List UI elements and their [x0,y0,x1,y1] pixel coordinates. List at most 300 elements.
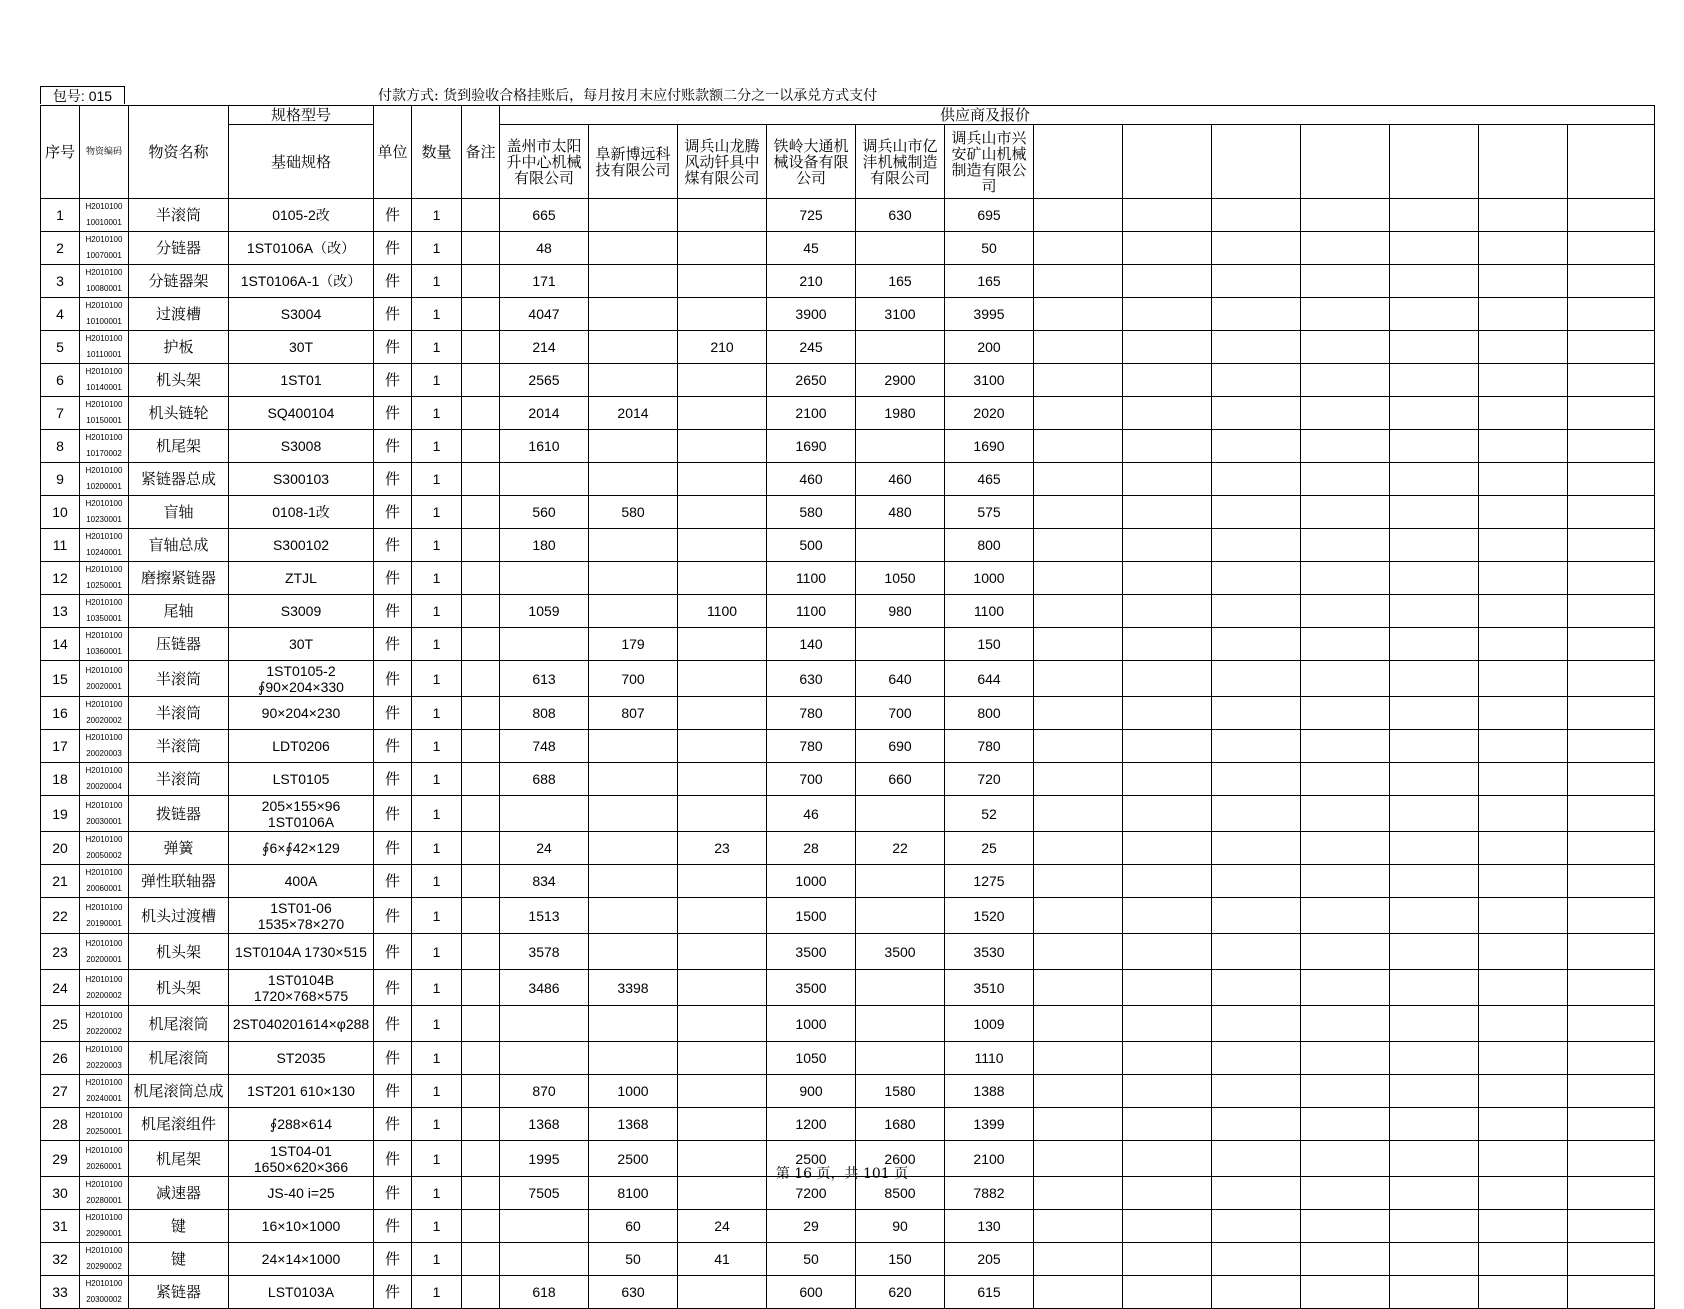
price-supplier-6: 644 [945,661,1034,697]
price-empty [1123,331,1212,364]
row-unit: 件 [374,934,412,970]
price-supplier-1: 688 [500,763,589,796]
price-supplier-1: 2565 [500,364,589,397]
price-supplier-4: 140 [767,628,856,661]
row-unit: 件 [374,763,412,796]
row-code: H2010100 20050002 [80,832,129,865]
price-supplier-5: 90 [856,1210,945,1243]
price-supplier-1 [500,1006,589,1042]
table-row [41,529,1655,562]
price-supplier-5: 480 [856,496,945,529]
price-supplier-6: 465 [945,463,1034,496]
price-supplier-6: 695 [945,199,1034,232]
price-supplier-4: 1100 [767,562,856,595]
row-qty: 1 [412,763,462,796]
price-empty [1568,1006,1655,1042]
price-supplier-1: 870 [500,1075,589,1108]
header-spec: 基础规格 [229,125,374,199]
row-seq: 5 [41,331,80,364]
price-supplier-2: 3398 [589,970,678,1006]
price-empty [1390,1075,1479,1108]
price-supplier-2 [589,265,678,298]
price-empty [1123,970,1212,1006]
supplier-empty [1301,125,1390,199]
row-unit: 件 [374,1141,412,1177]
row-spec: 1ST01-06 1535×78×270 [229,898,374,934]
header-seq: 序号 [41,106,80,199]
price-empty [1123,463,1212,496]
price-empty [1034,832,1123,865]
row-spec: 30T [229,331,374,364]
price-empty [1212,1006,1301,1042]
price-supplier-4: 630 [767,661,856,697]
price-empty [1390,529,1479,562]
price-empty [1479,298,1568,331]
price-supplier-4: 210 [767,265,856,298]
row-seq: 17 [41,730,80,763]
price-empty [1479,595,1568,628]
price-supplier-5: 2900 [856,364,945,397]
row-remark [462,298,500,331]
table-row [41,463,1655,496]
price-empty [1568,1210,1655,1243]
price-empty [1212,730,1301,763]
row-seq: 25 [41,1006,80,1042]
row-unit: 件 [374,364,412,397]
price-supplier-4: 725 [767,199,856,232]
row-code: H2010100 10080001 [80,265,129,298]
package-number: 包号: 015 [40,86,125,104]
price-empty [1390,232,1479,265]
row-remark [462,763,500,796]
price-empty [1568,1042,1655,1075]
price-supplier-5: 22 [856,832,945,865]
table-row [41,397,1655,430]
table-row [41,865,1655,898]
row-code: H2010100 20220002 [80,1006,129,1042]
row-qty: 1 [412,463,462,496]
price-supplier-5 [856,796,945,832]
price-supplier-3 [678,496,767,529]
row-code: H2010100 20200001 [80,934,129,970]
price-empty [1301,970,1390,1006]
price-empty [1212,970,1301,1006]
price-supplier-6: 165 [945,265,1034,298]
price-empty [1479,628,1568,661]
table-row [41,1210,1655,1243]
price-supplier-3 [678,1075,767,1108]
price-supplier-4: 2650 [767,364,856,397]
row-unit: 件 [374,331,412,364]
price-empty [1479,1243,1568,1276]
price-empty [1301,199,1390,232]
row-name: 半滚筒 [129,697,229,730]
row-seq: 15 [41,661,80,697]
price-empty [1301,529,1390,562]
price-supplier-2 [589,595,678,628]
price-empty [1390,796,1479,832]
row-unit: 件 [374,865,412,898]
price-empty [1568,628,1655,661]
row-seq: 31 [41,1210,80,1243]
row-code: H2010100 20200002 [80,970,129,1006]
price-supplier-2 [589,865,678,898]
row-spec: ST2035 [229,1042,374,1075]
row-unit: 件 [374,730,412,763]
price-empty [1390,1243,1479,1276]
price-empty [1479,763,1568,796]
row-seq: 24 [41,970,80,1006]
price-supplier-1: 808 [500,697,589,730]
row-spec: 205×155×96 1ST0106A [229,796,374,832]
price-supplier-4: 1000 [767,1006,856,1042]
price-supplier-5: 620 [856,1276,945,1309]
price-empty [1301,1243,1390,1276]
row-unit: 件 [374,562,412,595]
row-name: 机头架 [129,364,229,397]
row-spec: SQ400104 [229,397,374,430]
row-qty: 1 [412,1075,462,1108]
supplier-1: 盖州市太阳升中心机械有限公司 [500,125,589,199]
row-remark [462,331,500,364]
row-remark [462,1042,500,1075]
row-name: 尾轴 [129,595,229,628]
row-qty: 1 [412,397,462,430]
price-supplier-4: 780 [767,730,856,763]
price-empty [1479,562,1568,595]
table-row [41,298,1655,331]
price-supplier-1 [500,1243,589,1276]
table-row [41,934,1655,970]
row-name: 护板 [129,331,229,364]
header-supplier-group: 供应商及报价 [500,106,1655,125]
row-code: H2010100 10100001 [80,298,129,331]
price-supplier-3 [678,298,767,331]
table-row [41,1042,1655,1075]
price-supplier-3 [678,1006,767,1042]
row-name: 半滚筒 [129,730,229,763]
row-qty: 1 [412,232,462,265]
row-seq: 18 [41,763,80,796]
row-unit: 件 [374,298,412,331]
price-empty [1301,832,1390,865]
price-supplier-1: 613 [500,661,589,697]
price-empty [1034,199,1123,232]
price-supplier-5 [856,232,945,265]
table-row [41,595,1655,628]
price-empty [1212,463,1301,496]
price-empty [1568,397,1655,430]
price-empty [1034,763,1123,796]
price-supplier-2: 700 [589,661,678,697]
row-unit: 件 [374,832,412,865]
row-unit: 件 [374,1042,412,1075]
price-empty [1568,1276,1655,1309]
row-remark [462,562,500,595]
supplier-6: 调兵山市兴安矿山机械制造有限公司 [945,125,1034,199]
price-empty [1390,970,1479,1006]
row-spec: 2ST040201614×φ288 [229,1006,374,1042]
price-empty [1390,265,1479,298]
price-empty [1034,697,1123,730]
price-empty [1123,298,1212,331]
row-remark [462,496,500,529]
row-spec: JS-40 i=25 [229,1177,374,1210]
price-empty [1568,298,1655,331]
price-empty [1123,430,1212,463]
table-row [41,430,1655,463]
price-empty [1212,331,1301,364]
row-spec: 16×10×1000 [229,1210,374,1243]
price-supplier-5: 165 [856,265,945,298]
price-supplier-3 [678,1042,767,1075]
table-row [41,562,1655,595]
price-supplier-3 [678,463,767,496]
price-supplier-2 [589,832,678,865]
row-seq: 32 [41,1243,80,1276]
row-remark [462,661,500,697]
price-empty [1568,199,1655,232]
row-unit: 件 [374,199,412,232]
price-empty [1568,463,1655,496]
row-code: H2010100 20300002 [80,1276,129,1309]
row-remark [462,832,500,865]
row-code: H2010100 10200001 [80,463,129,496]
price-empty [1212,628,1301,661]
row-seq: 28 [41,1108,80,1141]
price-supplier-1: 48 [500,232,589,265]
price-supplier-1: 171 [500,265,589,298]
price-supplier-3: 24 [678,1210,767,1243]
row-qty: 1 [412,730,462,763]
price-empty [1568,898,1655,934]
price-empty [1212,529,1301,562]
price-supplier-5: 980 [856,595,945,628]
price-empty [1212,865,1301,898]
price-supplier-6: 205 [945,1243,1034,1276]
price-empty [1390,562,1479,595]
row-unit: 件 [374,898,412,934]
price-supplier-1: 3486 [500,970,589,1006]
price-empty [1301,1276,1390,1309]
supplier-empty [1568,125,1655,199]
price-empty [1123,199,1212,232]
price-supplier-1: 24 [500,832,589,865]
row-remark [462,232,500,265]
table-row [41,496,1655,529]
header-qty: 数量 [412,106,462,199]
price-supplier-6: 130 [945,1210,1034,1243]
price-supplier-4: 460 [767,463,856,496]
row-remark [462,1210,500,1243]
table-row [41,232,1655,265]
row-spec: LDT0206 [229,730,374,763]
row-seq: 7 [41,397,80,430]
row-seq: 33 [41,1276,80,1309]
price-supplier-3 [678,763,767,796]
price-empty [1123,265,1212,298]
price-empty [1034,865,1123,898]
row-unit: 件 [374,1276,412,1309]
price-supplier-6: 2020 [945,397,1034,430]
price-empty [1034,562,1123,595]
row-spec: 1ST0106A-1（改） [229,265,374,298]
price-empty [1301,763,1390,796]
price-supplier-2 [589,331,678,364]
price-supplier-5 [856,331,945,364]
price-supplier-6: 1275 [945,865,1034,898]
price-supplier-4: 1200 [767,1108,856,1141]
price-empty [1034,661,1123,697]
price-supplier-4: 50 [767,1243,856,1276]
row-unit: 件 [374,697,412,730]
row-spec: 0108-1改 [229,496,374,529]
row-code: H2010100 10110001 [80,331,129,364]
table-row [41,832,1655,865]
row-name: 压链器 [129,628,229,661]
row-qty: 1 [412,697,462,730]
row-seq: 22 [41,898,80,934]
price-supplier-6: 1000 [945,562,1034,595]
price-empty [1212,1075,1301,1108]
price-supplier-1: 7505 [500,1177,589,1210]
price-empty [1123,562,1212,595]
price-supplier-3 [678,628,767,661]
price-empty [1479,730,1568,763]
row-spec: 30T [229,628,374,661]
price-empty [1390,697,1479,730]
price-supplier-3 [678,529,767,562]
table-row [41,628,1655,661]
price-empty [1034,1075,1123,1108]
price-empty [1390,298,1479,331]
price-supplier-3 [678,1276,767,1309]
price-supplier-3 [678,199,767,232]
row-seq: 13 [41,595,80,628]
row-code: H2010100 20220003 [80,1042,129,1075]
price-empty [1301,1042,1390,1075]
price-empty [1123,628,1212,661]
price-empty [1390,865,1479,898]
price-supplier-2: 630 [589,1276,678,1309]
price-supplier-6: 780 [945,730,1034,763]
price-empty [1301,595,1390,628]
row-unit: 件 [374,1177,412,1210]
price-empty [1301,796,1390,832]
price-supplier-1 [500,463,589,496]
price-empty [1123,832,1212,865]
price-empty [1479,934,1568,970]
price-supplier-5: 630 [856,199,945,232]
price-supplier-4: 45 [767,232,856,265]
row-qty: 1 [412,331,462,364]
price-empty [1390,1210,1479,1243]
row-remark [462,628,500,661]
price-supplier-6: 7882 [945,1177,1034,1210]
price-supplier-6: 720 [945,763,1034,796]
price-supplier-5: 1050 [856,562,945,595]
price-supplier-5: 1680 [856,1108,945,1141]
row-name: 磨擦紧链器 [129,562,229,595]
row-qty: 1 [412,1276,462,1309]
price-empty [1479,331,1568,364]
row-code: H2010100 20060001 [80,865,129,898]
price-supplier-2 [589,199,678,232]
row-spec: 1ST0106A（改） [229,232,374,265]
table-row [41,1276,1655,1309]
row-remark [462,199,500,232]
price-supplier-1 [500,1042,589,1075]
price-empty [1390,397,1479,430]
row-remark [462,1243,500,1276]
price-empty [1123,763,1212,796]
price-supplier-3 [678,697,767,730]
price-supplier-5: 660 [856,763,945,796]
price-supplier-1: 665 [500,199,589,232]
price-empty [1479,1006,1568,1042]
row-qty: 1 [412,562,462,595]
table-row [41,697,1655,730]
price-empty [1479,1210,1568,1243]
price-supplier-4: 2100 [767,397,856,430]
price-supplier-6: 25 [945,832,1034,865]
price-empty [1034,331,1123,364]
price-supplier-4: 500 [767,529,856,562]
row-name: 机头架 [129,970,229,1006]
row-qty: 1 [412,1141,462,1177]
row-spec: ∮288×614 [229,1108,374,1141]
price-empty [1034,1006,1123,1042]
row-unit: 件 [374,628,412,661]
price-supplier-1: 3578 [500,934,589,970]
header-name: 物资名称 [129,106,229,199]
price-empty [1479,496,1568,529]
price-empty [1568,1075,1655,1108]
price-supplier-4: 2500 [767,1141,856,1177]
price-empty [1390,496,1479,529]
table-row [41,265,1655,298]
price-empty [1123,661,1212,697]
row-unit: 件 [374,1006,412,1042]
row-code: H2010100 20020004 [80,763,129,796]
price-supplier-5: 1980 [856,397,945,430]
price-empty [1212,832,1301,865]
price-empty [1479,199,1568,232]
price-empty [1123,1075,1212,1108]
row-code: H2010100 20020002 [80,697,129,730]
price-empty [1034,1108,1123,1141]
row-seq: 11 [41,529,80,562]
price-empty [1301,697,1390,730]
price-supplier-5: 700 [856,697,945,730]
price-supplier-1: 1368 [500,1108,589,1141]
row-name: 机头链轮 [129,397,229,430]
price-empty [1123,232,1212,265]
row-spec: LST0105 [229,763,374,796]
price-empty [1123,364,1212,397]
price-empty [1390,898,1479,934]
row-qty: 1 [412,628,462,661]
price-supplier-3 [678,1108,767,1141]
row-qty: 1 [412,199,462,232]
price-empty [1034,1210,1123,1243]
row-qty: 1 [412,265,462,298]
row-name: 机尾架 [129,1141,229,1177]
price-empty [1301,1075,1390,1108]
price-supplier-6: 1110 [945,1042,1034,1075]
price-supplier-6: 1388 [945,1075,1034,1108]
row-name: 弹性联轴器 [129,865,229,898]
